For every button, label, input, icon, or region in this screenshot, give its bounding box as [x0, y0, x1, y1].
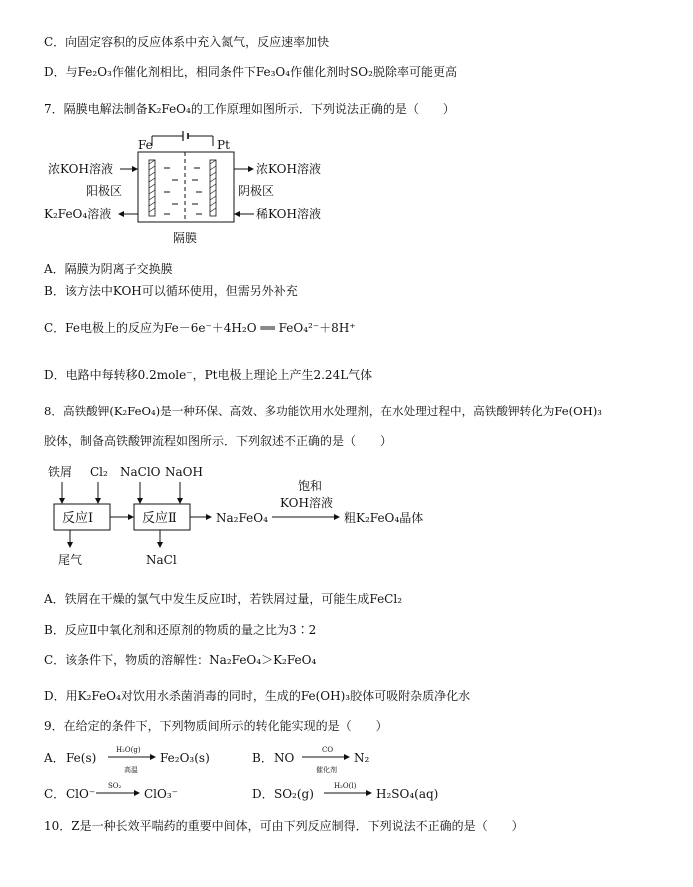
q8-stem-line2: 胶体，制备高铁酸钾流程如图所示．下列叙述不正确的是（ ）: [44, 434, 393, 448]
flow-final-product: 粗K₂FeO₄晶体: [344, 511, 424, 525]
q7-stem: 7．隔膜电解法制备K₂FeO₄的工作原理如图所示．下列说法正确的是（ ）: [44, 102, 455, 116]
membrane-label: 隔膜: [173, 231, 198, 245]
q9-option-c-arrow: [96, 788, 142, 798]
q6-option-d: D．与Fe₂O₃作催化剂相比，相同条件下Fe₃O₄作催化剂时SO₂脱除率可能更高: [44, 65, 457, 79]
left-outlet-label: K₂FeO₄溶液: [44, 207, 112, 221]
q9-option-d-reactant: SO₂(g): [274, 787, 314, 801]
q7-option-a: A．隔膜为阴离子交换膜: [44, 262, 173, 276]
q8-option-b: B．反应Ⅱ中氧化剂和还原剂的物质的量之比为3∶2: [44, 623, 317, 637]
q7-option-c: C．Fe电极上的反应为Fe－6e⁻＋4H₂O ══ FeO₄²⁻＋8H⁺: [44, 321, 356, 335]
q9-option-a-product: Fe₂O₃(s): [160, 751, 210, 765]
flow-input-cl2: Cl₂: [90, 465, 108, 479]
cathode-zone-label: 阴极区: [238, 184, 275, 198]
q9-option-c-reactant: ClO⁻: [66, 787, 96, 801]
pt-electrode-label: Pt: [217, 138, 230, 152]
flow-box-reaction-2: 反应Ⅱ: [142, 511, 177, 526]
q8-stem-line1: 8．高铁酸钾(K₂FeO₄)是一种环保、高效、多功能饮用水处理剂，在水处理过程中，高铁酸钾转化为Fe(OH)₃: [44, 404, 602, 418]
q9-option-a-below: 高温: [124, 766, 138, 774]
q9-option-a-reactant: Fe(s): [66, 751, 97, 765]
q8-option-a: A．铁屑在干燥的氯气中发生反应Ⅰ时，若铁屑过量，可能生成FeCl₂: [44, 592, 403, 606]
q9-option-c-above: SO₂: [108, 782, 122, 790]
q9-option-a-above: H₂O(g): [116, 746, 141, 754]
q9-option-b-arrow: [302, 752, 352, 762]
right-inlet-label: 稀KOH溶液: [256, 207, 321, 221]
q8-option-c: C．该条件下，物质的溶解性：Na₂FeO₄＞K₂FeO₄: [44, 653, 317, 667]
flow-output-nacl: NaCl: [146, 553, 177, 567]
q9-option-d-arrow: [324, 788, 374, 798]
fe-electrode-label: Fe: [138, 138, 153, 152]
left-inlet-label: 浓KOH溶液: [48, 162, 113, 176]
q9-option-b-label: B．: [252, 751, 273, 765]
anode-zone-label: 阳极区: [86, 184, 123, 198]
preparation-flowchart: [40, 460, 460, 572]
flow-input-naclo: NaClO: [120, 465, 161, 479]
flow-condition-1: 饱和: [298, 479, 323, 493]
q9-stem: 9．在给定的条件下，下列物质间所示的转化能实现的是（ ）: [44, 719, 388, 733]
flow-input-iron: 铁屑: [48, 465, 73, 479]
q6-option-c: C．向固定容积的反应体系中充入氮气，反应速率加快: [44, 35, 330, 49]
q9-option-d-above: H₂O(l): [334, 782, 357, 790]
q9-option-d-label: D．: [252, 787, 274, 801]
electrolysis-diagram: [40, 128, 340, 250]
q9-option-c-label: C．: [44, 787, 66, 801]
flow-condition-2: KOH溶液: [280, 496, 333, 510]
q9-option-b-reactant: NO: [274, 751, 295, 765]
right-outlet-label: 浓KOH溶液: [256, 162, 321, 176]
q7-option-b: B．该方法中KOH可以循环使用，但需另外补充: [44, 284, 298, 298]
q9-option-a-arrow: [108, 752, 158, 762]
flow-input-naoh: NaOH: [165, 465, 203, 479]
flow-output-tail-gas: 尾气: [58, 553, 83, 567]
q9-option-b-product: N₂: [354, 751, 370, 765]
flow-product: Na₂FeO₄: [216, 511, 268, 525]
flow-box-reaction-1: 反应Ⅰ: [62, 511, 94, 526]
q9-option-d-product: H₂SO₄(aq): [376, 787, 439, 801]
q8-option-d: D．用K₂FeO₄对饮用水杀菌消毒的同时，生成的Fe(OH)₃胶体可吸附杂质净化水: [44, 689, 471, 703]
q7-option-d: D．电路中每转移0.2mole⁻，Pt电极上理论上产生2.24L气体: [44, 368, 373, 382]
q9-option-a-label: A．: [44, 751, 65, 765]
q9-option-c-product: ClO₃⁻: [144, 787, 179, 801]
q10-stem: 10．Z是一种长效平喘药的重要中间体，可由下列反应制得．下列说法不正确的是（ ）: [44, 819, 524, 833]
q9-option-b-above: CO: [322, 746, 334, 754]
q9-option-b-below: 催化剂: [316, 766, 337, 774]
